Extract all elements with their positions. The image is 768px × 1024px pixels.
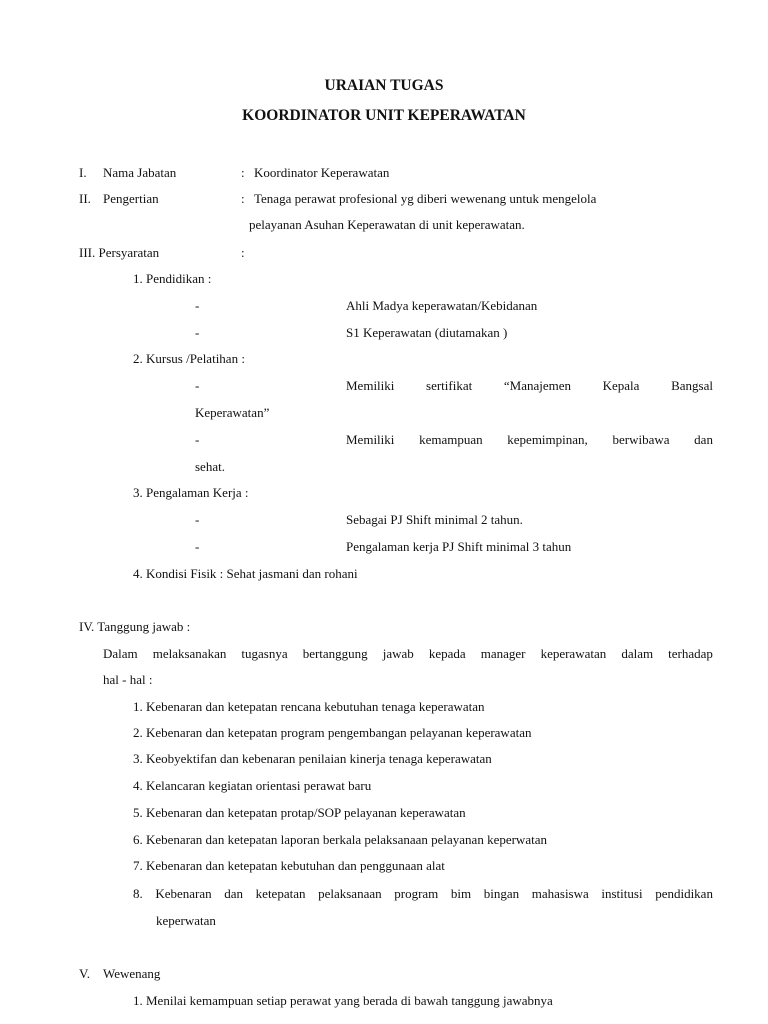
section-ii-colon: : bbox=[241, 191, 245, 206]
word: ketepatan bbox=[255, 886, 306, 901]
section-i-colon: : bbox=[241, 165, 245, 180]
kursus-item-2 bbox=[346, 432, 713, 448]
title-uraian-tugas: URAIAN TUGAS bbox=[324, 77, 444, 94]
kursus-label: 2. Kursus /Pelatihan : bbox=[133, 351, 245, 366]
word: mahasiswa bbox=[531, 886, 589, 901]
word: bim bbox=[450, 886, 472, 901]
tanggung-jawab-item: 7. Kebenaran dan ketepatan kebutuhan dan penggunaan alat bbox=[133, 858, 445, 873]
word: Memiliki bbox=[346, 378, 395, 393]
word: Memiliki bbox=[346, 432, 395, 447]
word: Dalam bbox=[103, 646, 138, 661]
section-iii-heading: III. Persyaratan bbox=[79, 245, 160, 260]
kursus-item-1 bbox=[346, 378, 713, 394]
tanggung-jawab-item-8 bbox=[133, 886, 713, 902]
word: 8. bbox=[133, 886, 143, 901]
list-dash: - bbox=[195, 432, 200, 447]
list-dash: - bbox=[195, 378, 200, 393]
pendidikan-item-2: S1 Keperawatan (diutamakan ) bbox=[346, 325, 508, 340]
tanggung-jawab-item: 6. Kebenaran dan ketepatan laporan berkala pelaksanaan pelayanan keperwatan bbox=[133, 832, 547, 847]
section-i-number: I. bbox=[79, 165, 87, 180]
word: program bbox=[394, 886, 439, 901]
tanggung-jawab-item-8-continuation: keperwatan bbox=[156, 913, 216, 928]
section-ii-label: Pengertian bbox=[103, 191, 159, 206]
section-ii-line2: pelayanan Asuhan Keperawatan di unit keperawatan. bbox=[249, 217, 525, 232]
list-dash: - bbox=[195, 298, 200, 313]
word: berwibawa bbox=[612, 432, 670, 447]
word: pelaksanaan bbox=[318, 886, 382, 901]
word: keperawatan bbox=[540, 646, 607, 661]
section-v-heading: Wewenang bbox=[103, 966, 161, 981]
section-i-value: Koordinator Keperawatan bbox=[254, 165, 390, 180]
section-v-number: V. bbox=[79, 966, 90, 981]
list-dash: - bbox=[195, 539, 200, 554]
pengalaman-item-1: Sebagai PJ Shift minimal 2 tahun. bbox=[346, 512, 523, 527]
kursus-item-2-continuation: sehat. bbox=[195, 459, 225, 474]
word: dan bbox=[224, 886, 244, 901]
section-iv-intro bbox=[103, 646, 713, 662]
word: institusi bbox=[601, 886, 643, 901]
word: kemampuan bbox=[419, 432, 483, 447]
word: tugasnya bbox=[241, 646, 288, 661]
word: melaksanakan bbox=[152, 646, 227, 661]
pengalaman-item-2: Pengalaman kerja PJ Shift minimal 3 tahun bbox=[346, 539, 572, 554]
word: terhadap bbox=[668, 646, 713, 661]
tanggung-jawab-item: 1. Kebenaran dan ketepatan rencana kebutuhan tenaga keperawatan bbox=[133, 699, 485, 714]
tanggung-jawab-item: 4. Kelancaran kegiatan orientasi perawat baru bbox=[133, 778, 372, 793]
tanggung-jawab-item: 3. Keobyektifan dan kebenaran penilaian kinerja tenaga keperawatan bbox=[133, 751, 492, 766]
word: bertanggung bbox=[302, 646, 368, 661]
section-ii-line1: Tenaga perawat profesional yg diberi wewenang untuk mengelola bbox=[254, 191, 597, 206]
word: jawab bbox=[382, 646, 414, 661]
word: Kepala bbox=[602, 378, 640, 393]
word: manager bbox=[480, 646, 526, 661]
tanggung-jawab-item: 5. Kebenaran dan ketepatan protap/SOP pelayanan keperawatan bbox=[133, 805, 466, 820]
kondisi-fisik: 4. Kondisi Fisik : Sehat jasmani dan rohani bbox=[133, 566, 358, 581]
list-dash: - bbox=[195, 512, 200, 527]
section-iii-colon: : bbox=[241, 245, 245, 260]
word: kepada bbox=[428, 646, 466, 661]
word: pendidikan bbox=[655, 886, 713, 901]
pendidikan-label: 1. Pendidikan : bbox=[133, 271, 212, 286]
list-dash: - bbox=[195, 325, 200, 340]
word: Kebenaran bbox=[155, 886, 212, 901]
wewenang-item: 1. Menilai kemampuan setiap perawat yang berada di bawah tanggung jawabnya bbox=[133, 993, 553, 1008]
section-ii-number: II. bbox=[79, 191, 91, 206]
section-iv-heading: IV. Tanggung jawab : bbox=[79, 619, 191, 634]
word: kepemimpinan, bbox=[507, 432, 588, 447]
section-iv-intro-continuation: hal - hal : bbox=[103, 672, 153, 687]
pengalaman-label: 3. Pengalaman Kerja : bbox=[133, 485, 249, 500]
tanggung-jawab-item: 2. Kebenaran dan ketepatan program pengembangan pelayanan keperawatan bbox=[133, 725, 532, 740]
pendidikan-item-1: Ahli Madya keperawatan/Kebidanan bbox=[346, 298, 538, 313]
title-koordinator: KOORDINATOR UNIT KEPERAWATAN bbox=[242, 107, 526, 124]
word: dan bbox=[694, 432, 713, 447]
word: bingan bbox=[483, 886, 520, 901]
word: dalam bbox=[621, 646, 654, 661]
section-i-label: Nama Jabatan bbox=[103, 165, 177, 180]
word: “Manajemen bbox=[503, 378, 571, 393]
word: Bangsal bbox=[671, 378, 713, 393]
word: sertifikat bbox=[426, 378, 473, 393]
kursus-item-1-continuation: Keperawatan” bbox=[195, 405, 270, 420]
